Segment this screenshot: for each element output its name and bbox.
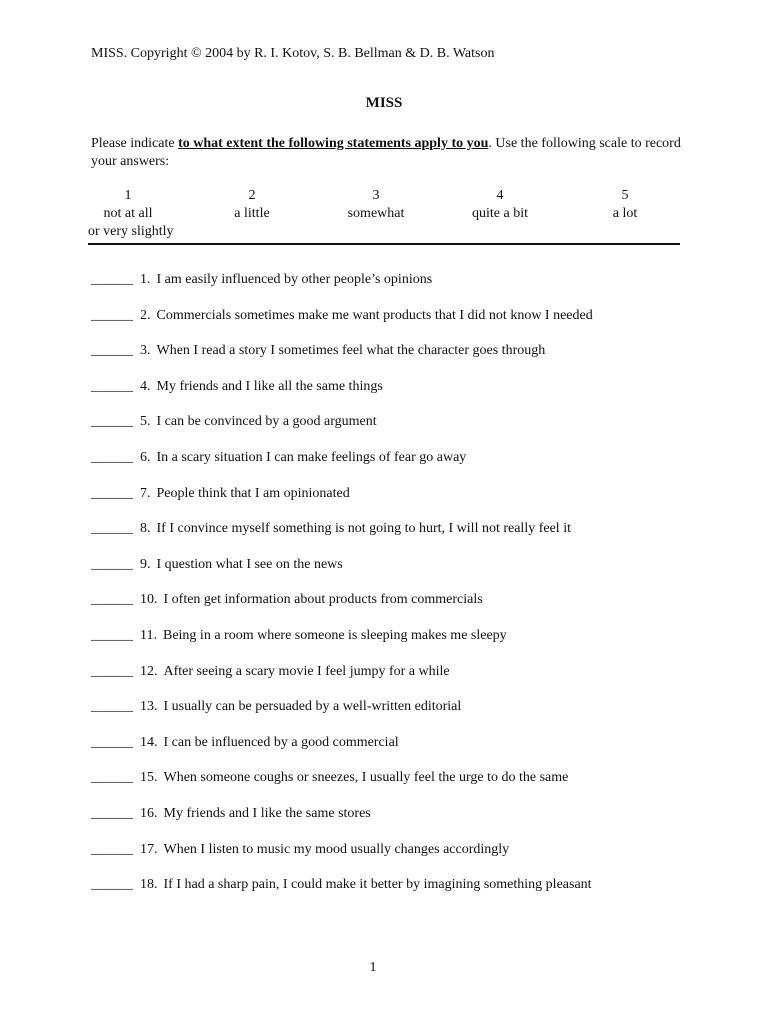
instructions-prefix: Please indicate xyxy=(91,136,179,151)
item-text: People think that I am opinionated xyxy=(156,485,350,501)
answer-blank[interactable]: ______ xyxy=(91,343,133,359)
answer-blank[interactable]: ______ xyxy=(91,877,133,893)
item-text: I usually can be persuaded by a well-written editorial xyxy=(163,699,462,715)
item-number: 15. xyxy=(140,770,158,786)
scale-label: not at all xyxy=(103,206,153,221)
list-item xyxy=(91,449,691,485)
item-text: When I read a story I sometimes feel what the character goes through xyxy=(156,343,546,359)
scale-value: 4 xyxy=(496,188,504,203)
scale-label: somewhat xyxy=(347,206,405,221)
copyright-line: MISS. Copyright © 2004 by R. I. Kotov, S. B. Bellman & D. B. Watson xyxy=(91,46,495,61)
item-number: 16. xyxy=(140,805,158,821)
answer-blank[interactable]: ______ xyxy=(91,414,133,430)
list-item xyxy=(91,378,691,414)
scale-option-5 xyxy=(585,187,665,223)
item-number: 9. xyxy=(140,556,151,572)
list-item xyxy=(91,805,691,841)
item-number: 12. xyxy=(140,663,158,679)
item-text: I am easily influenced by other people’s opinions xyxy=(156,272,433,287)
answer-blank[interactable]: ______ xyxy=(91,770,133,786)
list-item xyxy=(91,520,691,556)
item-number: 2. xyxy=(140,307,151,323)
scale-option-2 xyxy=(212,187,292,223)
answer-blank[interactable]: ______ xyxy=(91,841,133,857)
list-item xyxy=(91,769,691,805)
item-text: When someone coughs or sneezes, I usually feel the urge to do the same xyxy=(163,770,569,786)
scale-option-1 xyxy=(88,187,174,241)
item-text: In a scary situation I can make feelings of fear go away xyxy=(156,449,467,465)
scale-value: 3 xyxy=(372,188,380,203)
list-item xyxy=(91,271,691,307)
scale-option-3 xyxy=(336,187,416,223)
answer-blank[interactable]: ______ xyxy=(91,627,133,643)
scale-value: 2 xyxy=(248,188,256,203)
item-text: When I listen to music my mood usually changes accordingly xyxy=(163,841,510,857)
list-item xyxy=(91,627,691,663)
item-number: 5. xyxy=(140,414,151,430)
item-text: After seeing a scary movie I feel jumpy for a while xyxy=(163,663,450,679)
answer-blank[interactable]: ______ xyxy=(91,485,133,501)
list-item xyxy=(91,485,691,521)
list-item xyxy=(91,698,691,734)
item-text: My friends and I like the same stores xyxy=(163,805,371,821)
scale-option-4 xyxy=(460,187,540,223)
answer-blank[interactable]: ______ xyxy=(91,556,133,572)
item-number: 6. xyxy=(140,449,151,465)
instructions-emphasis: to what extent the following statements apply to you xyxy=(178,136,489,151)
scale-label-continued: or very slightly xyxy=(88,224,174,239)
answer-blank[interactable]: ______ xyxy=(91,378,133,394)
scale-label: a lot xyxy=(612,206,638,221)
list-item xyxy=(91,556,691,592)
answer-blank[interactable]: ______ xyxy=(91,663,133,679)
item-number: 13. xyxy=(140,699,158,715)
item-text: I can be convinced by a good argument xyxy=(156,414,377,430)
list-item xyxy=(91,734,691,770)
item-number: 10. xyxy=(140,592,158,608)
item-text: If I had a sharp pain, I could make it better by imagining something pleasant xyxy=(163,877,592,893)
list-item xyxy=(91,342,691,378)
list-item xyxy=(91,307,691,343)
list-item xyxy=(91,413,691,449)
item-number: 1. xyxy=(140,272,151,287)
item-text: I often get information about products from commercials xyxy=(163,592,483,608)
answer-blank[interactable]: ______ xyxy=(91,521,133,537)
item-text: I can be influenced by a good commercial xyxy=(163,734,399,750)
item-number: 17. xyxy=(140,841,158,857)
list-item xyxy=(91,591,691,627)
item-number: 11. xyxy=(140,627,157,643)
answer-blank[interactable]: ______ xyxy=(91,592,133,608)
response-scale xyxy=(88,187,680,245)
answer-blank[interactable]: ______ xyxy=(91,449,133,465)
item-number: 14. xyxy=(140,734,158,750)
item-number: 18. xyxy=(140,877,158,893)
scale-value: 5 xyxy=(621,188,629,203)
list-item xyxy=(91,876,691,912)
instructions-suffix: . Use the following scale to record your answers: xyxy=(91,136,681,169)
list-item xyxy=(91,663,691,699)
item-number: 8. xyxy=(140,521,151,537)
item-number: 3. xyxy=(140,343,151,359)
item-number: 7. xyxy=(140,485,151,501)
page-number: 1 xyxy=(369,960,377,975)
answer-blank[interactable]: ______ xyxy=(91,699,133,715)
scale-value: 1 xyxy=(124,188,132,203)
answer-blank[interactable]: ______ xyxy=(91,805,133,821)
item-text: Commercials sometimes make me want products that I did not know I needed xyxy=(156,307,593,323)
item-text: I question what I see on the news xyxy=(156,556,343,572)
scale-label: a little xyxy=(234,206,270,221)
item-number: 4. xyxy=(140,378,151,394)
scale-label: quite a bit xyxy=(472,206,528,221)
questionnaire-items xyxy=(91,271,691,912)
list-item xyxy=(91,841,691,877)
answer-blank[interactable]: ______ xyxy=(91,734,133,750)
page-title: MISS xyxy=(365,95,403,111)
item-text: If I convince myself something is not going to hurt, I will not really feel it xyxy=(156,521,571,537)
answer-blank[interactable]: ______ xyxy=(91,272,133,287)
item-text: My friends and I like all the same things xyxy=(156,378,383,394)
answer-blank[interactable]: ______ xyxy=(91,307,133,323)
instructions xyxy=(91,135,681,171)
item-text: Being in a room where someone is sleeping makes me sleepy xyxy=(162,627,507,643)
